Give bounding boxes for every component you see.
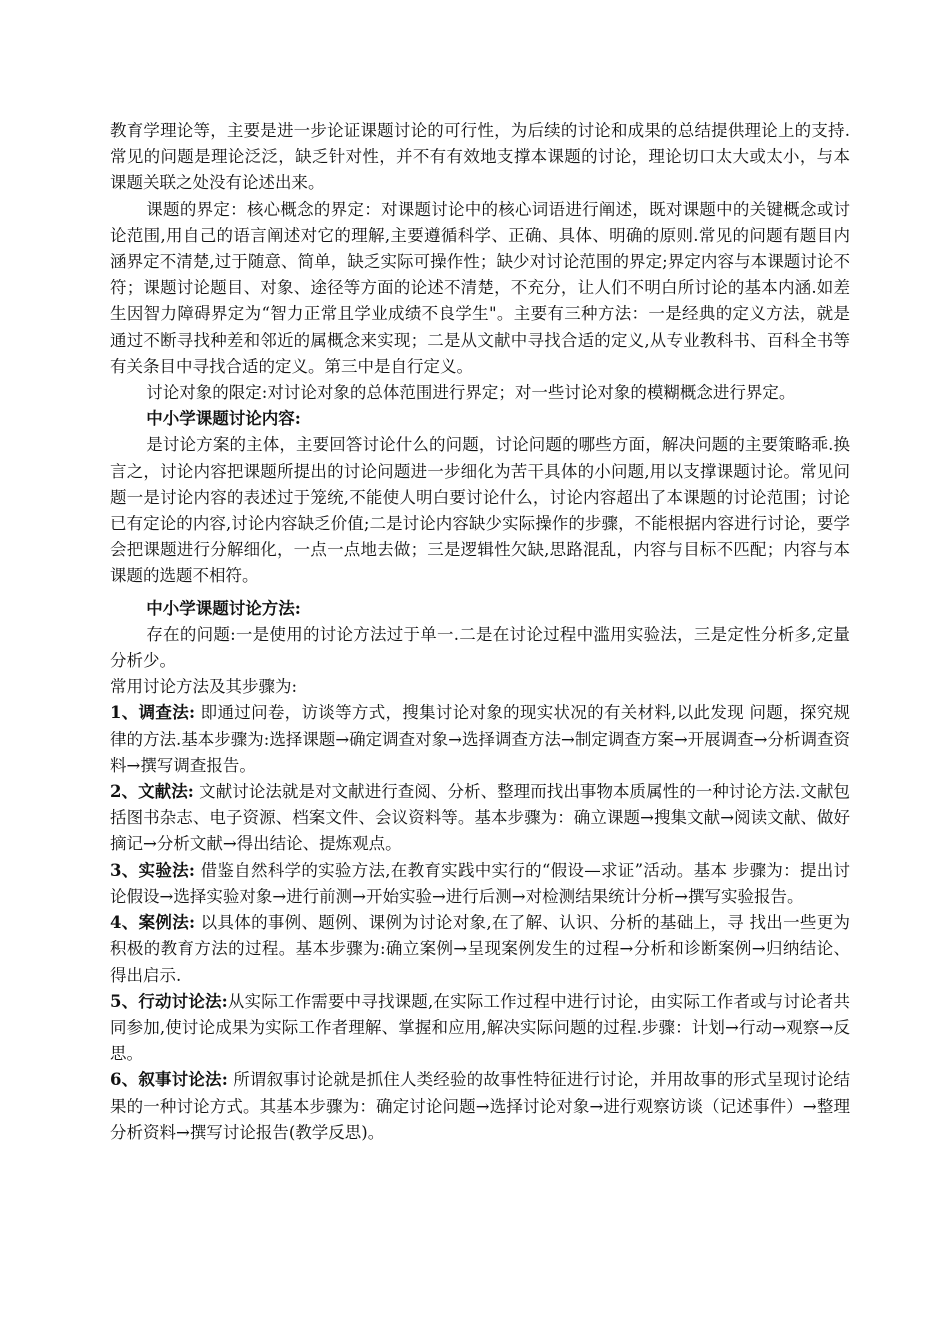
- method-experiment: [110, 858, 850, 910]
- method-case: [110, 910, 850, 989]
- paragraph-research-content: 是讨论方案的主体，主要回答讨论什么的问题，讨论问题的哪些方面，解决问题的主要策略乖.换言之，讨论内容把课题所提出的讨论问题进一步细化为苦干具体的小问题,用以支撑课题讨论。常见问题一是讨论内容的表述过于笼统,不能使人明白要讨论什么，讨论内容超出了本课题的讨论范围；讨论已有定论的内容,讨论内容缺乏价值;二是讨论内容缺少实际操作的步骤，不能根据内容进行讨论，要学会把课题进行分解细化，一点一点地去做；三是逻辑性欠缺,思路混乱，内容与目标不匹配；内容与本课题的选题不相符。: [110, 435, 850, 586]
- method-text-continued: 问题，探究规律的方法.基本步骤为:选择课题→确定调查对象→选择调查方法→制定调查方案→开展调查→分析调查资料→撰写调查报告。: [110, 703, 851, 775]
- method-text: 即通过问卷，访谈等方式，搜集讨论对象的现实状况的有关材料,以此发现: [200, 703, 744, 723]
- method-title: 6、叙事讨论法:: [110, 1070, 228, 1090]
- method-text-continued: 找出一些更为积极的教育方法的过程。基本步骤为:确立案例→呈现案例发生的过程→分析和诊断案例→归纳结论、得出启示.: [110, 913, 851, 985]
- method-title: 5、行动讨论法:: [110, 991, 228, 1011]
- method-title: 4、案例法:: [110, 913, 196, 933]
- paragraph-object-limit: 讨论对象的限定:对讨论对象的总体范围进行界定；对一些讨论对象的模糊概念进行界定。: [146, 383, 796, 403]
- method-text: 借鉴自然科学的实验方法,在教育实践中实行的“假设—求证”活动。基本: [200, 860, 728, 880]
- method-action-research: [110, 989, 850, 1068]
- method-text-continued: 或与讨论者共同参加,使讨论成果为实际工作者理解、掌握和应用,解决实际问题的过程.步骤：计划→行动→观察→反思。: [110, 991, 850, 1064]
- method-text: 所谓叙事讨论就是抓住人类经验的故事性特征进行讨论，并用故事的形: [233, 1070, 751, 1090]
- method-text-continued: 论方法.文献包括图书杂志、电子资源、档案文件、会议资料等。基本步骤为：确立课题→搜集文献→阅读文献、做好摘记→分析文献→得出结论、提炼观点。: [110, 782, 851, 854]
- method-title: 2、文献法:: [110, 782, 194, 802]
- paragraph-definition: 课题的界定：核心概念的界定：对课题讨论中的核心词语进行阐述，既对课题中的关键概念或讨论范围,用自己的语言阐述对它的理解,主要遵循科学、正确、具体、明确的原则.常见的问题有题目内涵界定不清楚,过于随意、简单，缺乏实际可操作性；缺少对讨论范围的界定;界定内容与本课题讨论不符；课题讨论题目、对象、途径等方面的论述不清楚，不充分，让人们不明白所讨论的基本内涵.如差生因智力障碍界定为“智力正常且学业成绩不良学生"。主要有三种方法：一是经典的定义方法，就是通过不断寻找种差和邻近的属概念来实现；二是从文献中寻找合适的定义,从专业教科书、百科全书等有关条目中寻找合适的定义。第三中是自行定义。: [110, 199, 850, 376]
- method-text: 从实际工作需要中寻找课题,在实际工作过程中进行讨论，由实际工作者: [227, 991, 751, 1011]
- method-text-continued: 步骤为：提出讨论假设→选择实验对象→进行前测→开始实验→进行后测→对检测结果统计分析→撰写实验报告。: [110, 860, 851, 906]
- method-literature: [110, 779, 850, 858]
- paragraph-theory: 教育学理论等，主要是进一步论证课题讨论的可行性，为后续的讨论和成果的总结提供理论上的支持.常见的问题是理论泛泛，缺乏针对性，并不有有效地支撑本课题的讨论，理论切口太大或太小，与本课题关联之处没有论述出来。: [110, 121, 850, 193]
- method-text: 文献讨论法就是对文献进行查阅、分析、整理而找出事物本质属性的一种讨: [199, 782, 746, 802]
- method-narrative: [110, 1067, 850, 1146]
- method-survey: [110, 700, 850, 779]
- method-title: 1、调查法:: [110, 703, 196, 723]
- method-text: 以具体的事例、题例、课例为讨论对象,在了解、认识、分析的基础上，寻: [200, 913, 744, 933]
- method-title: 3、实验法:: [110, 860, 196, 880]
- paragraph-method-problems: 存在的问题:一是使用的讨论方法过于单一.二是在讨论过程中滥用实验法，三是定性分析多,定量分析少。: [110, 624, 850, 671]
- heading-research-content: 中小学课题讨论内容:: [146, 409, 301, 429]
- heading-research-method: 中小学课题讨论方法:: [146, 598, 301, 618]
- method-text-continued: 式呈现讨论结果的一种讨论方式。其基本步骤为：确定讨论问题→选择讨论对象→进行观察访谈（记述事件）→整理分析资料→撰写讨论报告(教学反思)。: [110, 1070, 850, 1142]
- paragraph-common-methods: 常用讨论方法及其步骤为:: [110, 677, 298, 697]
- document-page: [110, 118, 850, 1146]
